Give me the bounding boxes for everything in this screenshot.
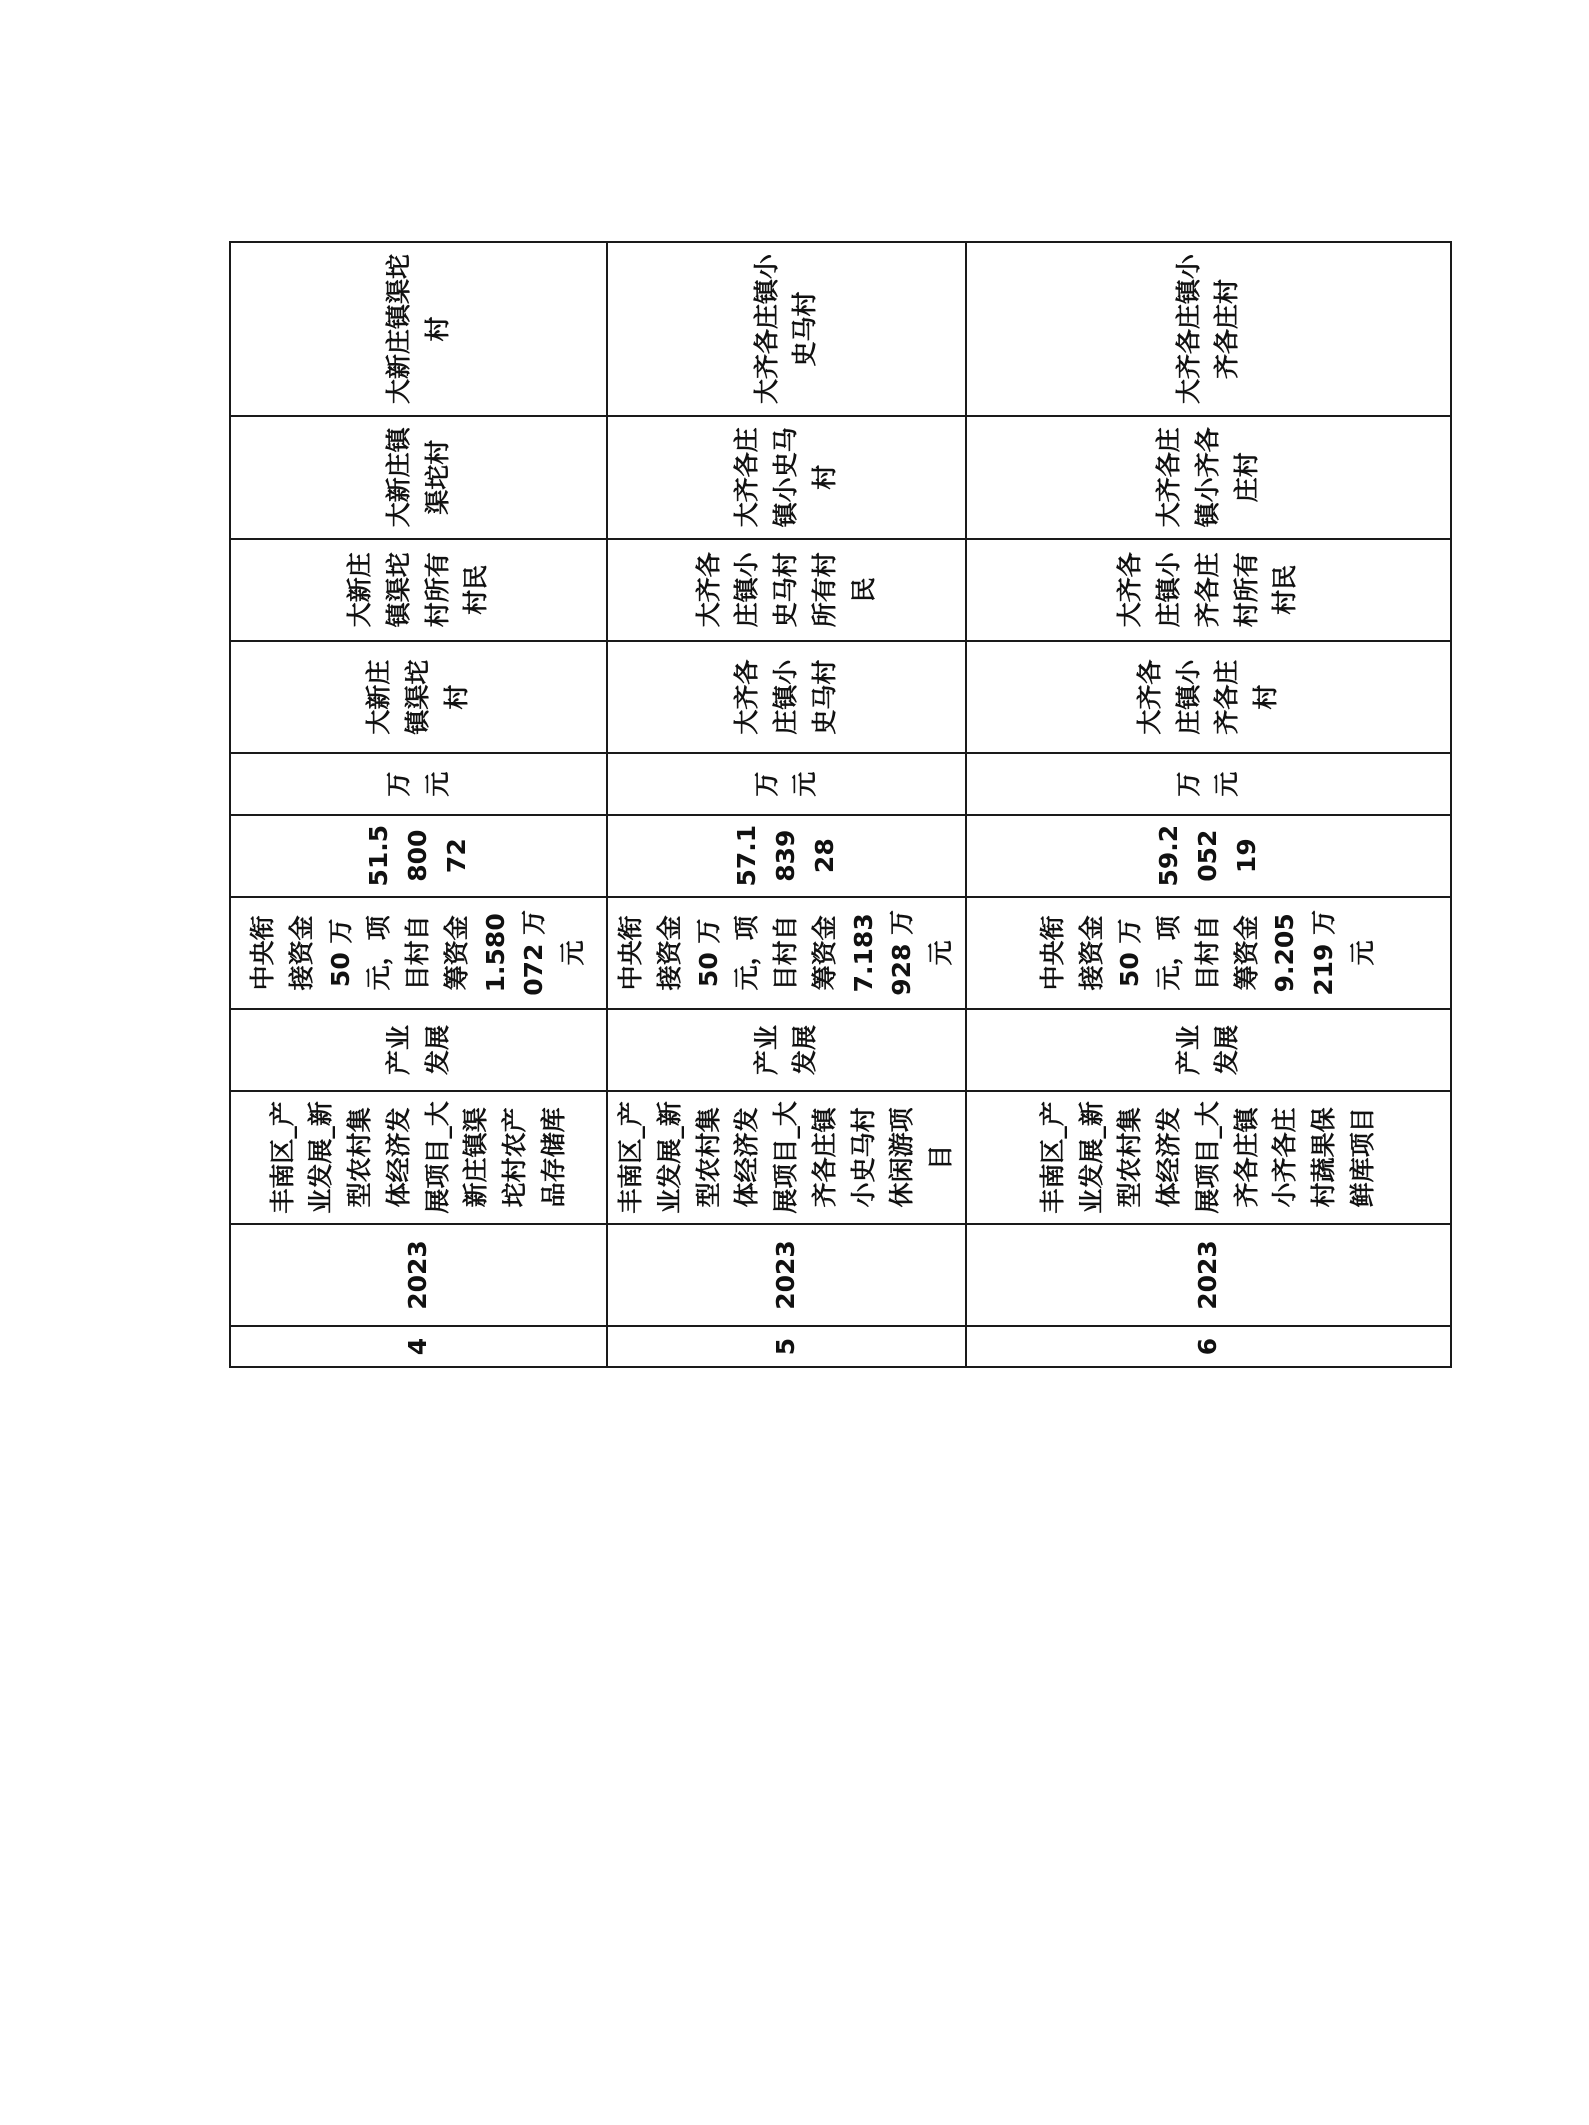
row-year: 2023 — [966, 1224, 1451, 1326]
project-name: 丰南区_产业发展_新型农村集体经济发展项目_大齐各庄镇小史马村休闲游项目 — [607, 1091, 966, 1224]
implementing-unit: 大齐各庄镇小史马村 — [607, 416, 966, 539]
amount-unit: 万元 — [966, 753, 1451, 814]
beneficiaries: 大齐各庄镇小齐各庄村所有村民 — [966, 539, 1451, 641]
implementing-unit: 大齐各庄镇小齐各庄村 — [966, 416, 1451, 539]
table-row — [607, 242, 966, 1367]
table-row — [230, 242, 607, 1367]
project-name: 丰南区_产业发展_新型农村集体经济发展项目_大齐各庄镇小齐各庄村蔬果保鲜库项目 — [966, 1091, 1451, 1224]
beneficiaries: 大齐各庄镇小史马村所有村民 — [607, 539, 966, 641]
row-index: 5 — [607, 1326, 966, 1367]
project-location: 大齐各庄镇小齐各庄村 — [966, 641, 1451, 754]
project-category: 产业发展 — [607, 1009, 966, 1091]
project-name: 丰南区_产业发展_新型农村集体经济发展项目_大新庄镇渠坨村农产品存储库 — [230, 1091, 607, 1224]
asset-owner: 大齐各庄镇小史马村 — [607, 242, 966, 416]
amount-unit: 万元 — [607, 753, 966, 814]
implementing-unit: 大新庄镇渠坨村 — [230, 416, 607, 539]
asset-owner: 大齐各庄镇小齐各庄村 — [966, 242, 1451, 416]
rotated-table-frame — [229, 241, 1377, 1368]
project-table — [229, 241, 1452, 1368]
project-location: 大齐各庄镇小史马村 — [607, 641, 966, 754]
row-year: 2023 — [230, 1224, 607, 1326]
funding-amount: 51.580072 — [230, 815, 607, 897]
funding-amount: 57.183928 — [607, 815, 966, 897]
funding-source: 中央衔接资金 50 万元，项目村自筹资金 7.183928 万元 — [607, 897, 966, 1010]
row-index: 4 — [230, 1326, 607, 1367]
funding-source: 中央衔接资金 50 万元，项目村自筹资金 9.205219 万元 — [966, 897, 1451, 1010]
amount-unit: 万元 — [230, 753, 607, 814]
asset-owner: 大新庄镇渠坨村 — [230, 242, 607, 416]
funding-source: 中央衔接资金 50 万元，项目村自筹资金 1.580072 万元 — [230, 897, 607, 1010]
project-category: 产业发展 — [966, 1009, 1451, 1091]
table-row — [966, 242, 1451, 1367]
row-year: 2023 — [607, 1224, 966, 1326]
project-category: 产业发展 — [230, 1009, 607, 1091]
beneficiaries: 大新庄镇渠坨村所有村民 — [230, 539, 607, 641]
funding-amount: 59.205219 — [966, 815, 1451, 897]
project-location: 大新庄镇渠坨村 — [230, 641, 607, 754]
row-index: 6 — [966, 1326, 1451, 1367]
